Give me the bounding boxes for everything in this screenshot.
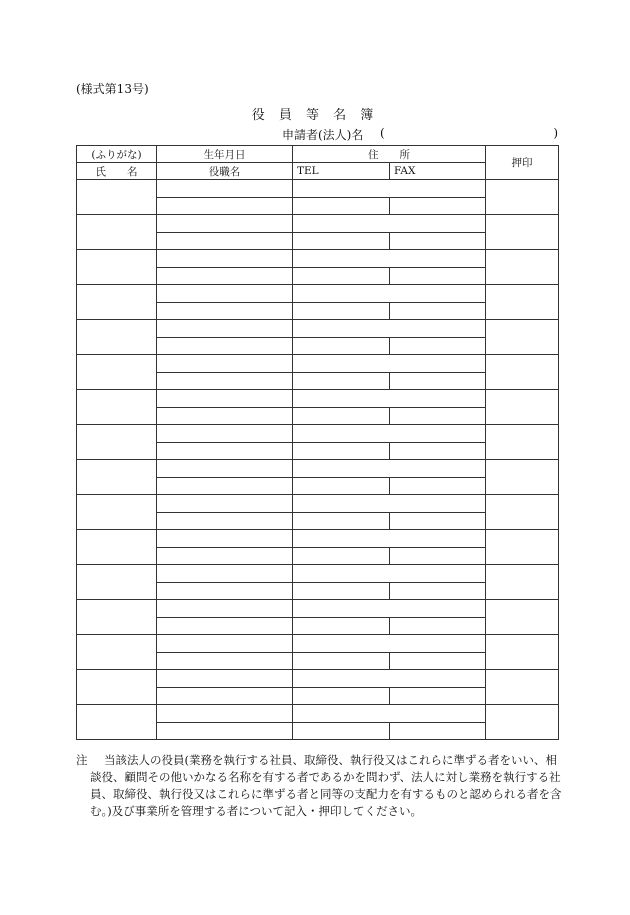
address-cell[interactable] <box>293 705 486 723</box>
birthdate-cell[interactable] <box>157 390 293 408</box>
address-cell[interactable] <box>293 180 486 198</box>
name-cell[interactable] <box>77 670 157 705</box>
entry-row <box>77 460 559 478</box>
officer-roster-table <box>76 145 559 740</box>
entry-row <box>77 600 559 618</box>
seal-cell[interactable] <box>486 180 559 215</box>
address-cell[interactable] <box>293 355 486 373</box>
header-name: 氏 名 <box>77 163 157 180</box>
footnote-text: 当該法人の役員(業務を執行する社員、取締役、執行役又はこれらに準ずる者をいい、相談役、顧問その他いかなる名称を有する者であるかを問わず、法人に対し業務を執行する社員、取締役、執行役又はこれらに準ずる者と同等の支配力を有するものと認められる者を含む。)及び事業所を管理する者について記入・押印してください。 <box>90 753 562 818</box>
tel-cell[interactable] <box>293 442 390 460</box>
fax-cell[interactable] <box>390 582 486 600</box>
position-cell[interactable] <box>157 687 293 705</box>
name-cell[interactable] <box>77 180 157 215</box>
name-cell[interactable] <box>77 390 157 425</box>
name-cell[interactable] <box>77 495 157 530</box>
birthdate-cell[interactable] <box>157 250 293 268</box>
seal-cell[interactable] <box>486 425 559 460</box>
seal-cell[interactable] <box>486 320 559 355</box>
position-cell[interactable] <box>157 617 293 635</box>
seal-cell[interactable] <box>486 285 559 320</box>
seal-cell[interactable] <box>486 670 559 705</box>
entry-row <box>77 530 559 548</box>
address-cell[interactable] <box>293 250 486 268</box>
birthdate-cell[interactable] <box>157 705 293 723</box>
address-cell[interactable] <box>293 320 486 338</box>
birthdate-cell[interactable] <box>157 215 293 233</box>
tel-cell[interactable] <box>293 407 390 425</box>
fax-cell[interactable] <box>390 617 486 635</box>
entry-row <box>77 495 559 513</box>
footnote-mark: 注 <box>76 753 88 767</box>
address-cell[interactable] <box>293 460 486 478</box>
seal-cell[interactable] <box>486 355 559 390</box>
fax-cell[interactable] <box>390 477 486 495</box>
birthdate-cell[interactable] <box>157 530 293 548</box>
birthdate-cell[interactable] <box>157 180 293 198</box>
entry-row <box>77 565 559 583</box>
header-tel: TEL <box>293 163 390 180</box>
fax-cell[interactable] <box>390 722 486 740</box>
header-birthdate: 生年月日 <box>157 146 293 163</box>
tel-cell[interactable] <box>293 652 390 670</box>
entry-row <box>77 180 559 198</box>
seal-cell[interactable] <box>486 495 559 530</box>
header-furigana: (ふりがな) <box>77 146 157 163</box>
seal-cell[interactable] <box>486 530 559 565</box>
seal-cell[interactable] <box>486 565 559 600</box>
entry-row <box>77 670 559 688</box>
birthdate-cell[interactable] <box>157 320 293 338</box>
name-cell[interactable] <box>77 530 157 565</box>
header-seal: 押印 <box>486 146 559 180</box>
name-cell[interactable] <box>77 215 157 250</box>
tel-cell[interactable] <box>293 617 390 635</box>
entry-row <box>77 705 559 723</box>
tel-cell[interactable] <box>293 337 390 355</box>
position-cell[interactable] <box>157 407 293 425</box>
name-cell[interactable] <box>77 705 157 740</box>
seal-cell[interactable] <box>486 635 559 670</box>
fax-cell[interactable] <box>390 197 486 215</box>
header-position: 役職名 <box>157 163 293 180</box>
birthdate-cell[interactable] <box>157 565 293 583</box>
entry-row <box>77 320 559 338</box>
name-cell[interactable] <box>77 425 157 460</box>
fax-cell[interactable] <box>390 442 486 460</box>
fax-cell[interactable] <box>390 302 486 320</box>
position-cell[interactable] <box>157 442 293 460</box>
address-cell[interactable] <box>293 425 486 443</box>
birthdate-cell[interactable] <box>157 600 293 618</box>
position-cell[interactable] <box>157 302 293 320</box>
seal-cell[interactable] <box>486 215 559 250</box>
address-cell[interactable] <box>293 215 486 233</box>
position-cell[interactable] <box>157 547 293 565</box>
tel-cell[interactable] <box>293 722 390 740</box>
tel-cell[interactable] <box>293 547 390 565</box>
tel-cell[interactable] <box>293 372 390 390</box>
position-cell[interactable] <box>157 652 293 670</box>
name-cell[interactable] <box>77 460 157 495</box>
name-cell[interactable] <box>77 600 157 635</box>
fax-cell[interactable] <box>390 267 486 285</box>
fax-cell[interactable] <box>390 687 486 705</box>
fax-cell[interactable] <box>390 512 486 530</box>
seal-cell[interactable] <box>486 250 559 285</box>
entry-row <box>77 250 559 268</box>
birthdate-cell[interactable] <box>157 460 293 478</box>
tel-cell[interactable] <box>293 512 390 530</box>
tel-cell[interactable] <box>293 477 390 495</box>
birthdate-cell[interactable] <box>157 425 293 443</box>
entry-row <box>77 285 559 303</box>
fax-cell[interactable] <box>390 652 486 670</box>
footnote <box>76 752 566 820</box>
seal-cell[interactable] <box>486 390 559 425</box>
name-cell[interactable] <box>77 320 157 355</box>
fax-cell[interactable] <box>390 232 486 250</box>
applicant-open-paren: ( <box>380 126 385 140</box>
address-cell[interactable] <box>293 390 486 408</box>
entry-row <box>77 390 559 408</box>
form-number: (様式第13号) <box>76 82 149 96</box>
position-cell[interactable] <box>157 267 293 285</box>
address-cell[interactable] <box>293 670 486 688</box>
entry-row <box>77 635 559 653</box>
seal-cell[interactable] <box>486 460 559 495</box>
name-cell[interactable] <box>77 285 157 320</box>
applicant-close-paren: ) <box>553 126 558 140</box>
tel-cell[interactable] <box>293 232 390 250</box>
document-title: 役 員 等 名 簿 <box>251 108 379 123</box>
position-cell[interactable] <box>157 512 293 530</box>
seal-cell[interactable] <box>486 600 559 635</box>
entry-row <box>77 215 559 233</box>
position-cell[interactable] <box>157 232 293 250</box>
tel-cell[interactable] <box>293 197 390 215</box>
header-row-top <box>77 146 559 163</box>
address-cell[interactable] <box>293 600 486 618</box>
address-cell[interactable] <box>293 285 486 303</box>
position-cell[interactable] <box>157 197 293 215</box>
entry-row <box>77 425 559 443</box>
address-cell[interactable] <box>293 530 486 548</box>
position-cell[interactable] <box>157 337 293 355</box>
position-cell[interactable] <box>157 477 293 495</box>
name-cell[interactable] <box>77 250 157 285</box>
address-cell[interactable] <box>293 565 486 583</box>
birthdate-cell[interactable] <box>157 635 293 653</box>
entry-row <box>77 355 559 373</box>
tel-cell[interactable] <box>293 267 390 285</box>
header-address: 住 所 <box>293 146 486 163</box>
header-fax: FAX <box>390 163 486 180</box>
name-cell[interactable] <box>77 635 157 670</box>
birthdate-cell[interactable] <box>157 355 293 373</box>
birthdate-cell[interactable] <box>157 495 293 513</box>
applicant-label: 申請者(法人)名 <box>282 128 364 142</box>
fax-cell[interactable] <box>390 547 486 565</box>
tel-cell[interactable] <box>293 687 390 705</box>
position-cell[interactable] <box>157 372 293 390</box>
position-cell[interactable] <box>157 722 293 740</box>
birthdate-cell[interactable] <box>157 670 293 688</box>
position-cell[interactable] <box>157 582 293 600</box>
birthdate-cell[interactable] <box>157 285 293 303</box>
fax-cell[interactable] <box>390 407 486 425</box>
tel-cell[interactable] <box>293 582 390 600</box>
name-cell[interactable] <box>77 565 157 600</box>
name-cell[interactable] <box>77 355 157 390</box>
seal-cell[interactable] <box>486 705 559 740</box>
fax-cell[interactable] <box>390 337 486 355</box>
tel-cell[interactable] <box>293 302 390 320</box>
address-cell[interactable] <box>293 635 486 653</box>
address-cell[interactable] <box>293 495 486 513</box>
applicant-name-row <box>282 126 558 142</box>
fax-cell[interactable] <box>390 372 486 390</box>
